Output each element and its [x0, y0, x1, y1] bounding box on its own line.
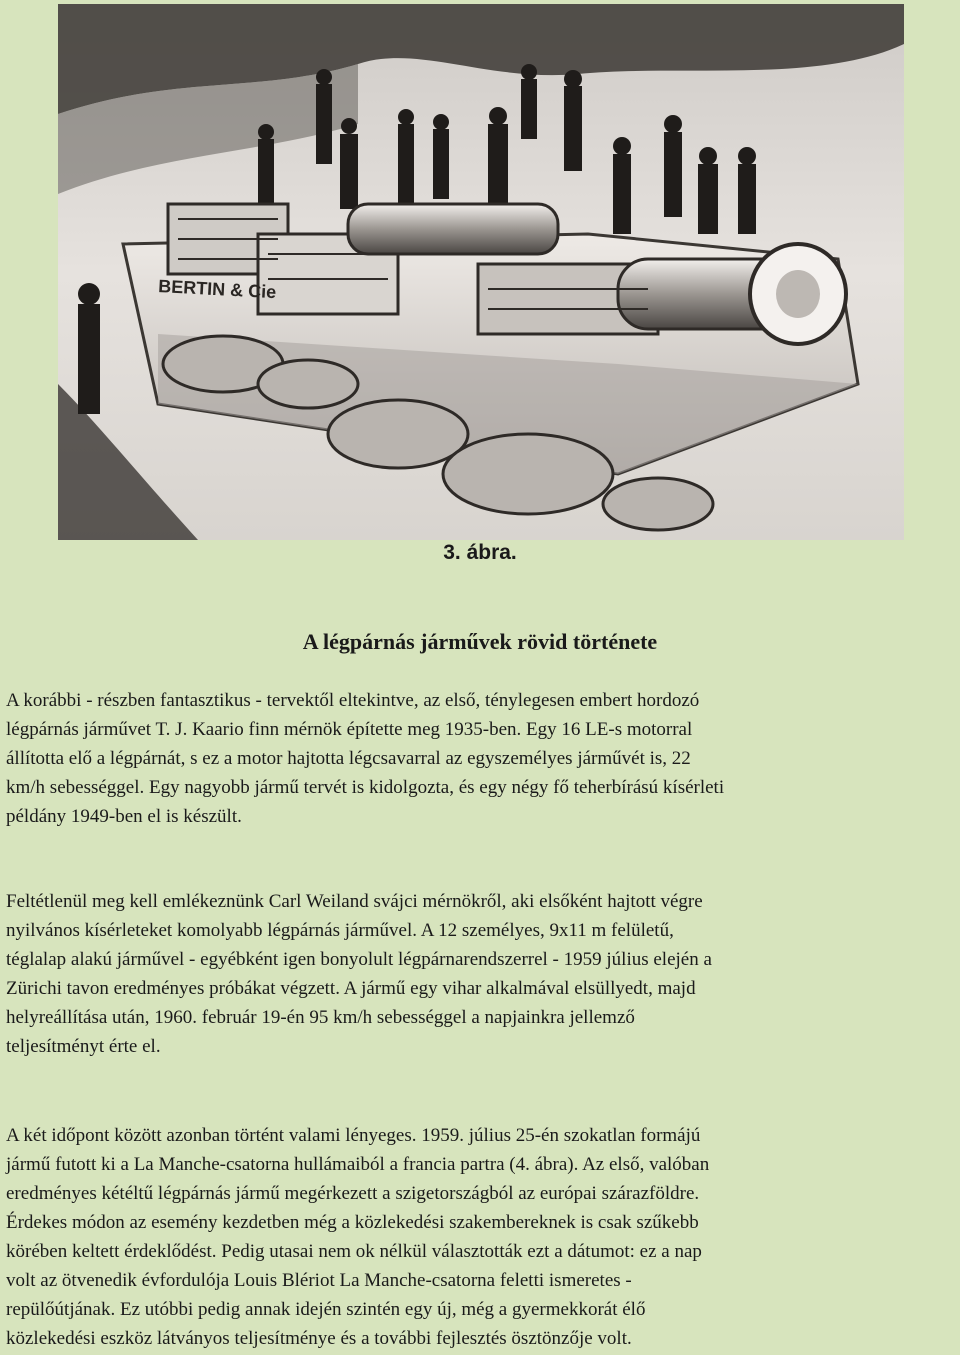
text-line: A két időpont között azonban történt valami lényeges. 1959. július 25-én szokatlan formájú	[6, 1125, 701, 1146]
text-line: nyilvános kísérleteket komolyabb légpárnás járművel. A 12 személyes, 9x11 m felületű,	[6, 920, 674, 941]
text-line: eredményes kétéltű légpárnás jármű megérkezett a szigetországból az európai szárazföldre.	[6, 1183, 700, 1204]
text-line: Érdekes módon az esemény kezdetben még a közlekedési szakembereknek is csak szűkebb	[6, 1212, 699, 1233]
photo-hull-lettering: BERTIN & Cie	[157, 276, 277, 303]
text-line: közlekedési eszköz látványos teljesítménye és a további fejlesztés ösztönzője volt.	[6, 1328, 632, 1349]
text-line: helyreállítása után, 1960. február 19-én 95 km/h sebességgel a napjainkra jellemző	[6, 1007, 635, 1028]
text-line: jármű futott ki a La Manche-csatorna hullámaiból a francia partra (4. ábra). Az első, valóban	[6, 1154, 710, 1175]
text-line: állította elő a légpárnát, s ez a motor hajtotta légcsavarral az egyszemélyes járművét is, 22	[6, 748, 691, 769]
text-line: repülőútjának. Ez utóbbi pedig annak idején szintén egy új, még a gyermekkorát élő	[6, 1299, 646, 1320]
text-line: légpárnás járművet T. J. Kaario finn mérnök építette meg 1935-ben. Egy 16 LE-s motorral	[6, 719, 693, 740]
text-line: teljesítményt érte el.	[6, 1036, 161, 1057]
text-line: példány 1949-ben el is készült.	[6, 806, 242, 827]
section-title: A légpárnás járművek rövid története	[302, 629, 658, 654]
hovercraft-photo-illustration	[58, 4, 904, 540]
text-line: téglalap alakú járművel - egyébként igen bonyolult légpárnarendszerrel - 1959 július elején a	[6, 949, 712, 970]
text-line: Zürichi tavon eredményes próbákat végzett. A jármű egy vihar alkalmával elsüllyedt, majd	[6, 978, 696, 999]
text-line: Feltétlenül meg kell emlékeznünk Carl Weiland svájci mérnökről, aki elsőként hajtott végre	[6, 891, 703, 912]
text-line: körében keltett érdeklődést. Pedig utasai nem ok nélkül választották ezt a dátumot: ez a nap	[6, 1241, 702, 1262]
text-line: km/h sebességgel. Egy nagyobb jármű tervét is kidolgozta, és egy négy fő teherbírású kísérleti	[6, 777, 725, 798]
text-line: A korábbi - részben fantasztikus - tervektől eltekintve, az első, ténylegesen embert hordozó	[6, 690, 700, 711]
text-line: volt az ötvenedik évfordulója Louis Blériot La Manche-csatorna feletti ismeretes -	[6, 1270, 632, 1291]
paragraph-2	[6, 887, 954, 1061]
paragraph-1	[6, 686, 954, 831]
hovercraft-photo	[58, 4, 904, 540]
paragraph-3	[6, 1121, 954, 1353]
figure-caption: 3. ábra.	[443, 541, 517, 564]
